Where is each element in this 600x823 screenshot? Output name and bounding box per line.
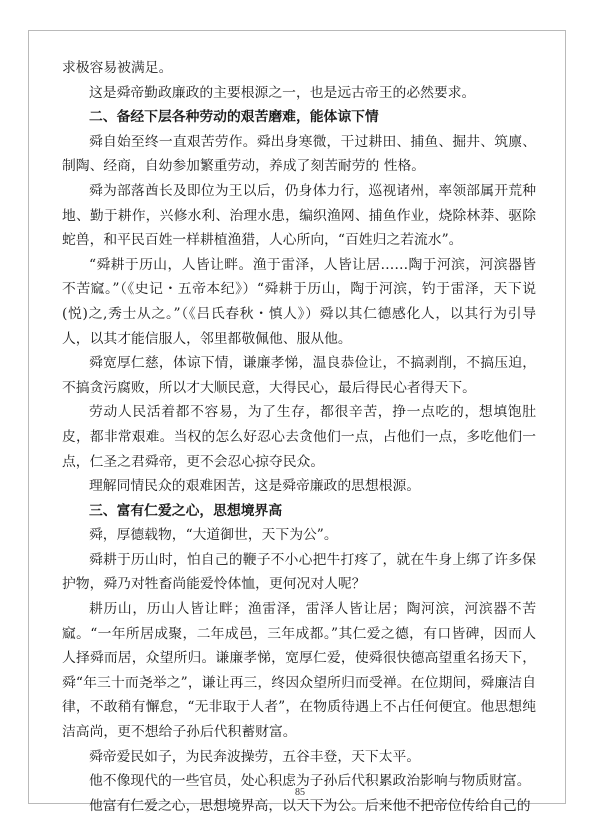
- paragraph-13: 他不像现代的一些官员，处心积虑为子孙后代积累政治影响与物质财富。: [89, 773, 531, 790]
- paragraph-11: 耕历山，历山人皆让畔；渔雷泽，雷泽人皆让居；陶河滨，河滨器不苦窳。“一年所居成聚，二年成邑，三年成都。”其仁爱之德，有口皆碑，因而人人择舜而居，众望所归。谦廉孝悌，宽厚仁爱，使舜很快德高望重名扬天下，舜“年三十而尧举之”，谦让再三，终因众望所归而受禅。在位期间，舜廉洁自律，不敢稍有懈怠，“无非取于人者”，在物质待遇上不占任何便宜。他思想纯洁高尚，更不想给子孙后代积蓄财富。: [62, 601, 536, 741]
- paragraph-2: 这是舜帝勤政廉政的主要根源之一，也是远古帝王的必然要求。: [89, 84, 476, 101]
- paragraph-5: “舜耕于历山，人皆让畔。渔于雷泽，人皆让居……陶于河滨，河滨器皆不苦窳。”（《史记・五帝本纪》）“舜耕于历山，陶于河滨，钓于雷泽，天下说(悦)之,秀士从之。”（《吕氏春秋・慎人》）舜以其仁德感化人，以其行为引导人，以其才能信服人，邻里都敬佩他、服从他。: [62, 256, 536, 347]
- paragraph-10: 舜耕于历山时，怕自己的鞭子不小心把牛打疼了，就在牛身上绑了许多保护物，舜乃对牲畜尚能爱怜体恤，更何况对人呢？: [62, 551, 536, 593]
- section-heading-3: 三、富有仁爱之心，思想境界高: [89, 502, 283, 519]
- paragraph-3: 舜自始至终一直艰苦劳作。舜出身寒微，干过耕田、捕鱼、掘井、筑廪、制陶、经商，自幼参加繁重劳动，养成了刻苦耐劳的 性格。: [62, 133, 536, 175]
- paragraph-4: 舜为部落酋长及即位为王以后，仍身体力行，巡视诸州，率领部属开荒种地、勤于耕作，兴修水利、治理水患，编织渔网、捕鱼作业，烧除林莽、驱除蛇兽，和平民百姓一样耕植渔猎，人心所向，“百姓归之若流水”。: [62, 182, 536, 249]
- paragraph-12: 舜帝爱民如子，为民奔波操劳，五谷丰登，天下太平。: [89, 748, 421, 765]
- paragraph-6: 舜宽厚仁慈，体谅下情，谦廉孝悌，温良恭俭让，不搞剥削，不搞压迫，不搞贪污腐败，所以才大顺民意，大得民心，最后得民心者得天下。: [62, 355, 536, 396]
- page-number: 85: [295, 787, 305, 798]
- section-heading-2: 二、备经下层各种劳动的艰苦磨难，能体谅下情: [89, 109, 379, 126]
- paragraph-14: 他富有仁爱之心，思想境界高，以天下为公。后来他不把帝位传给自己的: [89, 797, 531, 814]
- paragraph-8: 理解同情民众的艰难困苦，这是舜帝廉政的思想根源。: [89, 478, 421, 495]
- paragraph-1: 求极容易被满足。: [62, 60, 173, 76]
- paragraph-7: 劳动人民活着都不容易，为了生存，都很辛苦，挣一点吃的，想填饱肚皮，都非常艰难。当权的怎么好忍心去贪他们一点，占他们一点，多吃他们一点，仁圣之君舜帝，更不会忍心掠夺民众。: [62, 404, 536, 470]
- document-body: [62, 56, 536, 818]
- paragraph-9: 舜，厚德载物，“大道御世，天下为公”。: [89, 527, 338, 544]
